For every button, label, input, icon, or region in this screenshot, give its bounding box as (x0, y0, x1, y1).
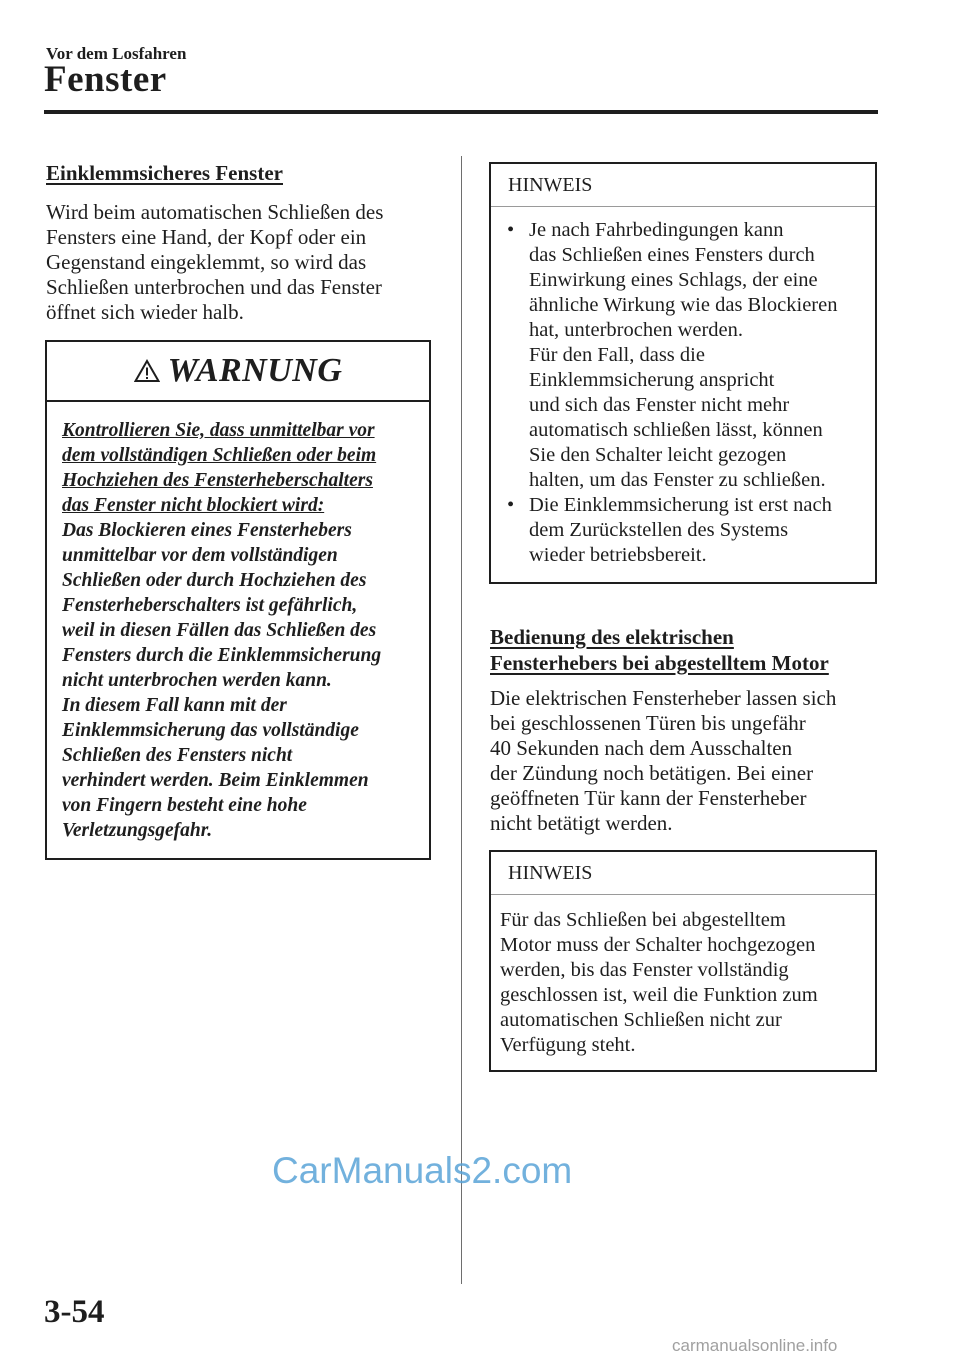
text-line: Für das Schließen bei abgestelltem (500, 909, 786, 931)
warning-line: Schließen des Fensters nicht (62, 745, 293, 766)
note-list (505, 218, 871, 568)
note-box-2 (489, 850, 877, 1072)
text-line: geschlossen ist, weil die Funktion zum (500, 984, 818, 1006)
text-line: Für den Fall, dass die (529, 344, 705, 366)
text-line: Wird beim automatischen Schließen des (46, 200, 384, 224)
list-item (505, 493, 871, 568)
text-line: Die Einklemmsicherung ist erst nach (529, 494, 832, 516)
bullet-icon: • (507, 219, 515, 241)
warning-line: verhindert werden. Beim Einklemmen (62, 770, 369, 791)
warning-underlined-line: das Fenster nicht blockiert wird: (62, 495, 325, 516)
text-line: werden, bis das Fenster vollständig (500, 959, 789, 981)
heading-line: Bedienung des elektrischen (490, 625, 734, 649)
title-rule (44, 110, 878, 114)
warning-line: Fensterheberschalters ist gefährlich, (62, 595, 358, 616)
text-line: Schließen unterbrochen und das Fenster (46, 275, 382, 299)
warning-line: In diesem Fall kann mit der (62, 695, 287, 716)
warning-underlined-line: Hochziehen des Fensterheberschalters (62, 470, 373, 491)
text-line: Gegenstand eingeklemmt, so wird das (46, 250, 367, 274)
note-header (491, 164, 875, 207)
heading-bedienung-fensterheber (490, 624, 870, 676)
watermark: CarManuals2.com (272, 1150, 573, 1191)
page-title: Fenster (44, 59, 167, 100)
text-line: automatisch schließen lässt, können (529, 419, 823, 441)
text-line: Einklemmsicherung anspricht (529, 369, 775, 391)
text-line: Fensters eine Hand, der Kopf oder ein (46, 225, 367, 249)
warning-line: unmittelbar vor dem vollständigen (62, 545, 338, 566)
text-line: öffnet sich wieder halb. (46, 300, 244, 324)
warning-box (45, 340, 431, 860)
text-line: und sich das Fenster nicht mehr (529, 394, 790, 416)
text-line: dem Zurückstellen des Systems (529, 519, 789, 541)
note-header (491, 852, 875, 895)
note-label: HINWEIS (508, 174, 593, 196)
section-label: Vor dem Losfahren (46, 44, 187, 63)
intro-paragraph (46, 200, 446, 325)
text-line: Einwirkung eines Schlags, der eine (529, 269, 818, 291)
page-number: 3-54 (44, 1294, 105, 1330)
warning-title: WARNUNG (167, 352, 343, 389)
text-line: das Schließen eines Fensters durch (529, 244, 815, 266)
note-text (500, 908, 872, 1058)
text-line: Motor muss der Schalter hochgezogen (500, 934, 816, 956)
warning-underlined-line: dem vollständigen Schließen oder beim (62, 445, 377, 466)
text-line: 40 Sekunden nach dem Ausschalten (490, 736, 793, 760)
text-line: halten, um das Fenster zu schließen. (529, 469, 826, 491)
text-line: geöffneten Tür kann der Fensterheber (490, 786, 807, 810)
warning-text (62, 418, 424, 843)
warning-line: Einklemmsicherung das vollständige (62, 720, 359, 741)
warning-line: weil in diesen Fällen das Schließen des (62, 620, 377, 641)
text-line: bei geschlossenen Türen bis ungefähr (490, 711, 806, 735)
bullet-icon: • (507, 494, 515, 516)
warning-line: Fensters durch die Einklemmsicherung (62, 645, 382, 666)
footer-site-watermark: carmanualsonline.info (672, 1336, 838, 1355)
text-line: Sie den Schalter leicht gezogen (529, 444, 787, 466)
text-line: nicht betätigt werden. (490, 811, 673, 835)
warning-triangle-icon (134, 359, 160, 383)
warning-line: nicht unterbrochen werden kann. (62, 670, 332, 691)
text-line: hat, unterbrochen werden. (529, 319, 744, 341)
heading-line: Fensterhebers bei abgestelltem Motor (490, 651, 829, 675)
warning-line: Schließen oder durch Hochziehen des (62, 570, 367, 591)
text-line: Die elektrischen Fensterheber lassen sich (490, 686, 837, 710)
warning-underlined-line: Kontrollieren Sie, dass unmittelbar vor (62, 420, 375, 441)
warning-line: von Fingern besteht eine hohe (62, 795, 307, 816)
heading-einklemmsicheres-fenster: Einklemmsicheres Fenster (46, 161, 283, 185)
note-box-1 (489, 162, 877, 584)
text-line: Verfügung steht. (500, 1034, 636, 1056)
warning-line: Verletzungsgefahr. (62, 820, 213, 841)
warning-line: Das Blockieren eines Fensterhebers (62, 520, 352, 541)
text-line: der Zündung noch betätigen. Bei einer (490, 761, 814, 785)
note-label: HINWEIS (508, 862, 593, 884)
text-line: wieder betriebsbereit. (529, 544, 707, 566)
column-divider (461, 156, 462, 1284)
list-item (505, 218, 871, 493)
warning-header (47, 342, 429, 402)
operation-paragraph (490, 686, 880, 836)
text-line: ähnliche Wirkung wie das Blockieren (529, 294, 838, 316)
text-line: automatischen Schließen nicht zur (500, 1009, 782, 1031)
text-line: Je nach Fahrbedingungen kann (529, 219, 784, 241)
